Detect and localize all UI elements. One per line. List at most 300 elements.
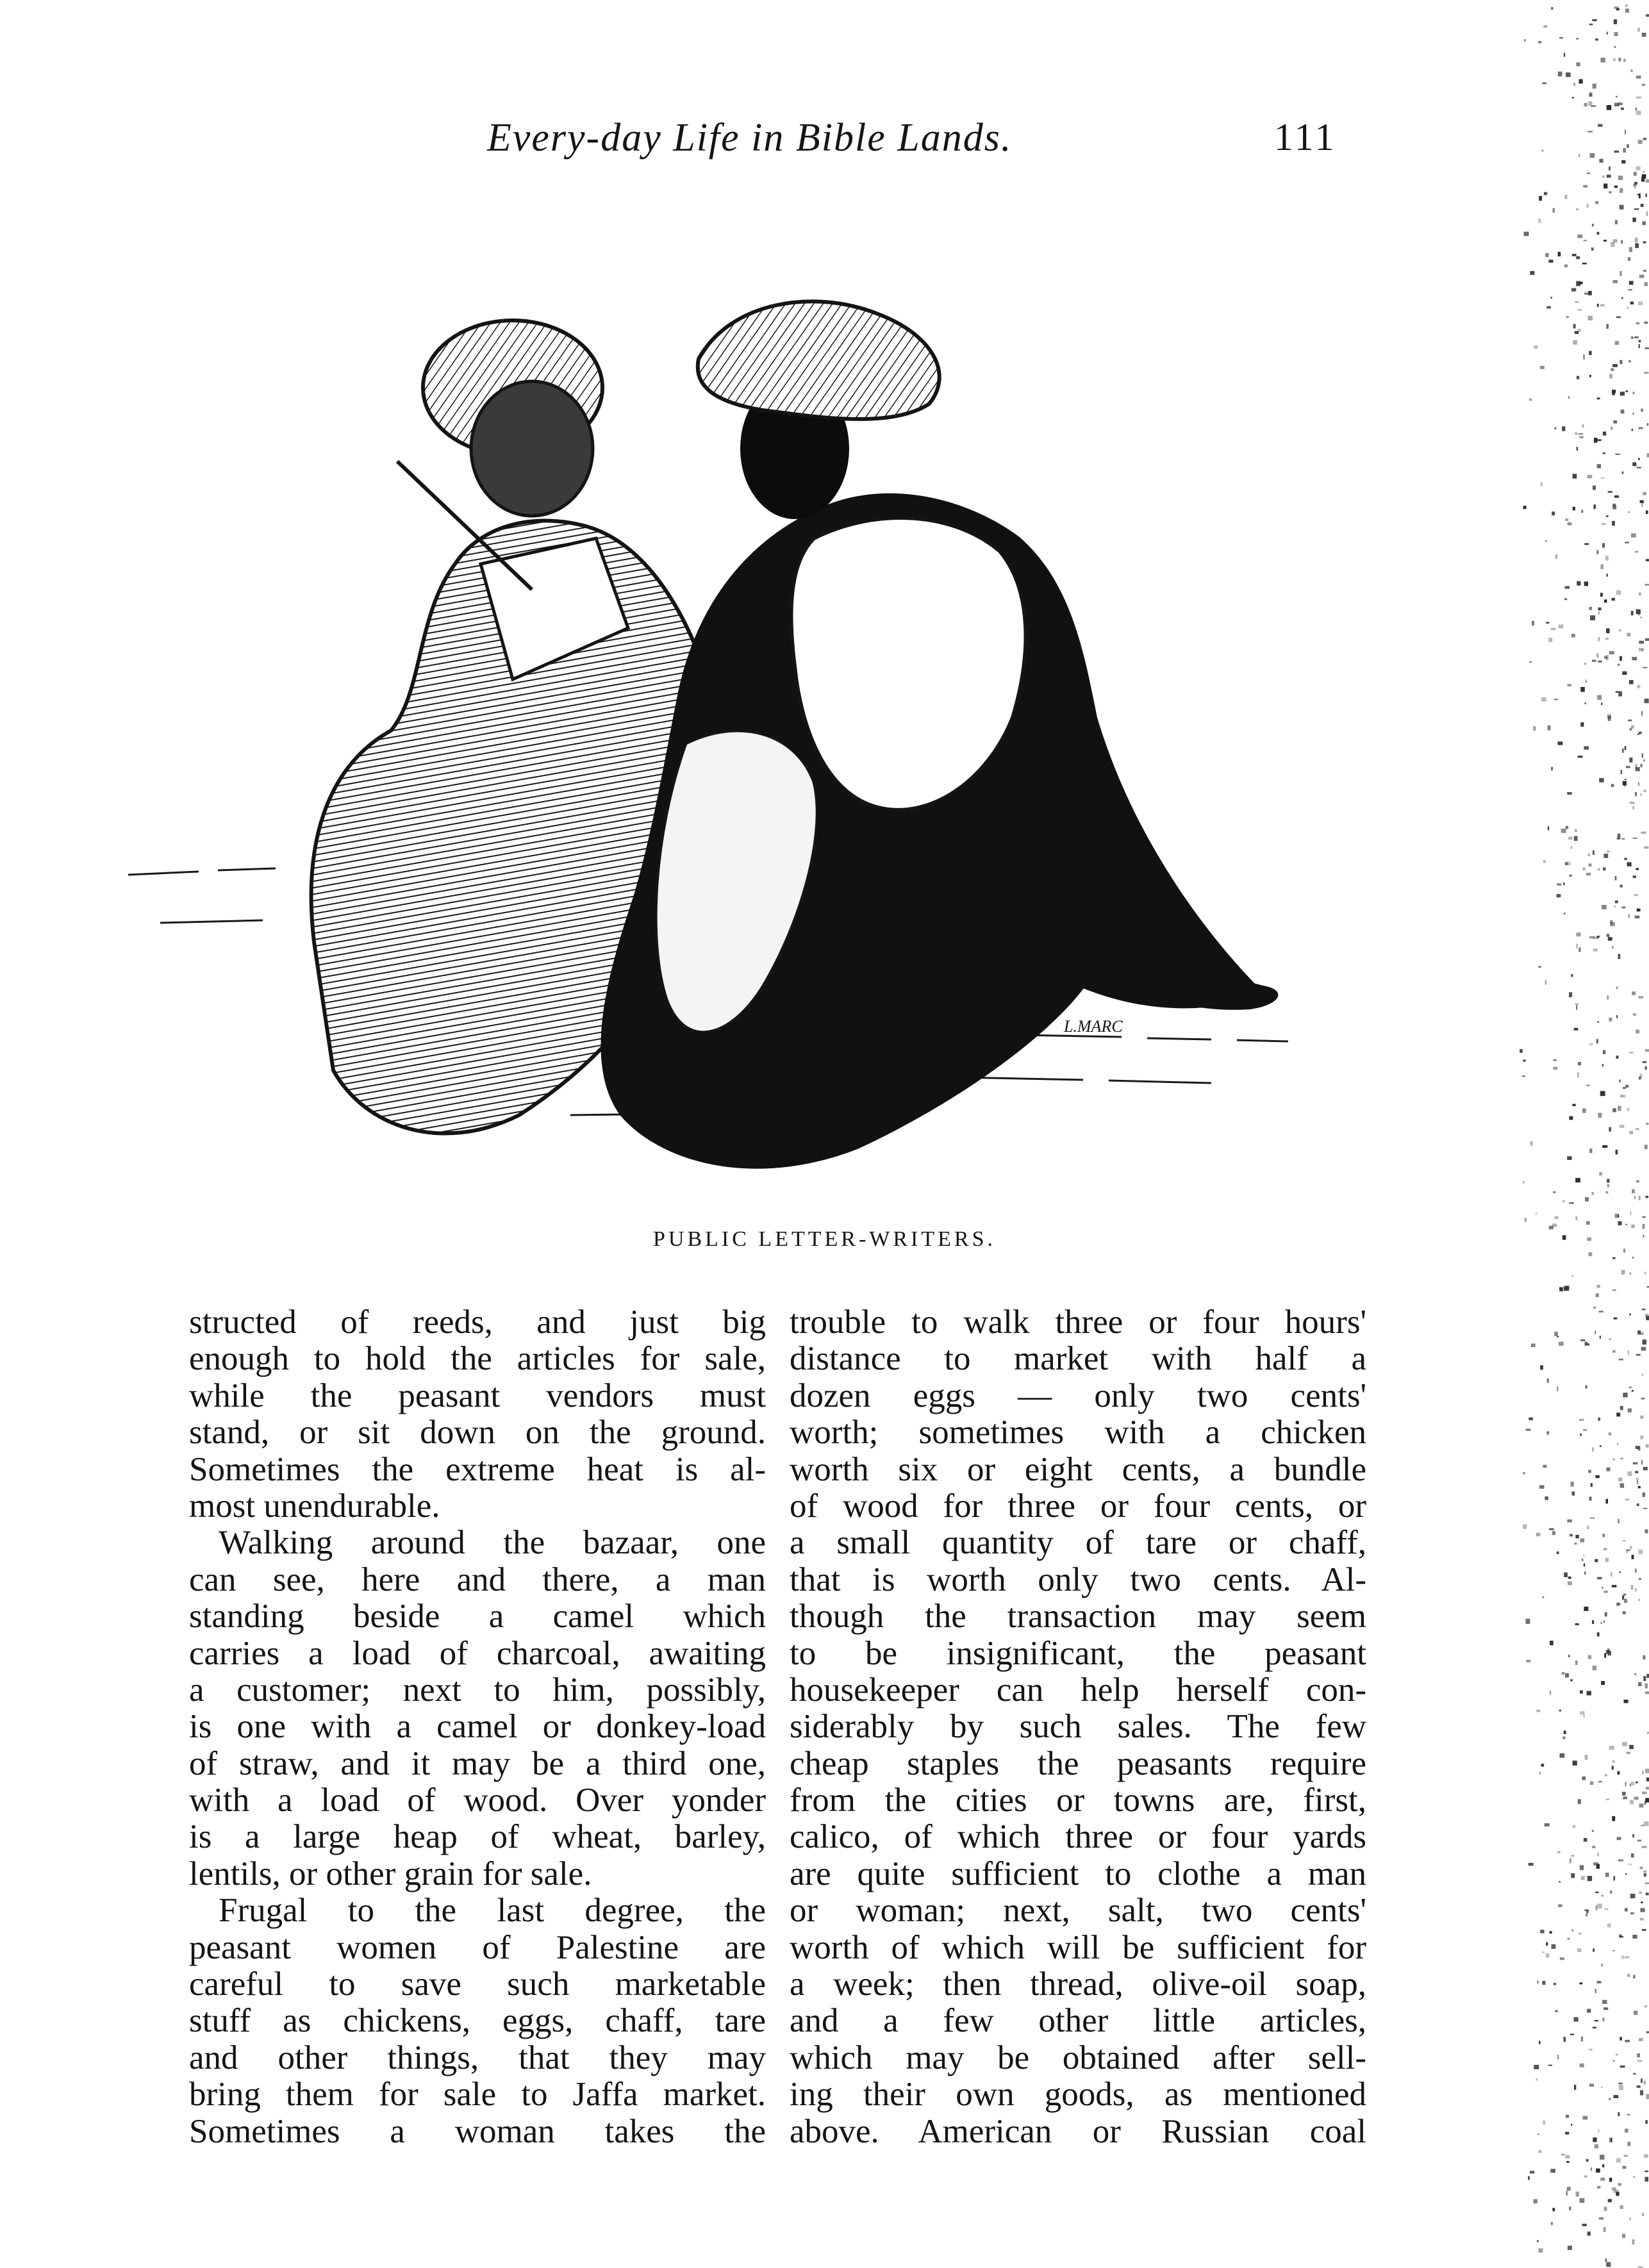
speckle-dot — [1593, 1666, 1596, 1670]
speckle-dot — [1545, 1823, 1550, 1826]
speckle-dot — [1589, 2083, 1594, 2087]
speckle-dot — [1580, 2064, 1584, 2067]
speckle-dot — [1614, 906, 1616, 907]
speckle-dot — [1599, 778, 1603, 782]
speckle-dot — [1570, 1858, 1571, 1864]
speckle-dot — [1602, 176, 1604, 178]
speckle-dot — [1646, 1892, 1649, 1895]
speckle-dot — [1622, 1742, 1627, 1746]
speckle-dot — [1641, 832, 1646, 834]
speckle-dot — [1551, 2222, 1553, 2225]
speckle-dot — [1577, 376, 1579, 379]
speckle-dot — [1633, 806, 1634, 809]
speckle-dot — [1542, 1951, 1545, 1953]
speckle-dot — [1582, 1559, 1583, 1562]
speckle-dot — [1593, 504, 1596, 509]
speckle-dot — [1588, 316, 1593, 320]
text-line: standing beside a camel which — [189, 1598, 766, 1635]
speckle-dot — [1571, 1855, 1575, 1857]
speckle-dot — [1644, 282, 1648, 286]
speckle-dot — [1562, 1672, 1565, 1675]
speckle-dot — [1605, 1612, 1607, 1617]
speckle-dot — [1634, 2176, 1635, 2178]
speckle-dot — [1642, 174, 1646, 179]
speckle-dot — [1585, 1755, 1588, 1760]
speckle-dot — [1581, 2037, 1583, 2042]
speckle-dot — [1569, 1202, 1574, 1204]
speckle-dot — [1586, 1386, 1587, 1389]
speckle-dot — [1539, 1772, 1541, 1775]
speckle-dot — [1580, 687, 1585, 692]
speckle-dot — [1606, 324, 1609, 329]
speckle-dot — [1590, 153, 1595, 158]
speckle-dot — [1646, 2032, 1649, 2033]
speckle-dot — [1629, 360, 1631, 362]
speckle-dot — [1636, 609, 1641, 615]
speckle-dot — [1576, 2192, 1579, 2197]
speckle-dot — [1635, 244, 1639, 249]
text-line: peasant women of Palestine are — [189, 1928, 766, 1966]
speckle-dot — [1627, 1471, 1632, 1476]
speckle-dot — [1645, 1769, 1649, 1773]
speckle-dot — [1600, 1091, 1605, 1096]
speckle-dot — [1528, 2176, 1530, 2180]
speckle-dot — [1646, 1674, 1649, 1678]
speckle-dot — [1607, 1648, 1610, 1652]
speckle-dot — [1606, 1191, 1609, 1193]
speckle-dot — [1537, 2240, 1539, 2242]
text-line: of straw, and it may be a third one, — [189, 1744, 766, 1782]
speckle-dot — [1607, 715, 1611, 718]
speckle-dot — [1598, 1113, 1602, 1118]
speckle-dot — [1601, 477, 1605, 479]
speckle-dot — [1639, 731, 1642, 734]
speckle-dot — [1625, 746, 1627, 750]
speckle-dot — [1564, 1573, 1568, 1577]
text-line: though the transaction may seem — [790, 1598, 1366, 1635]
speckle-dot — [1609, 1746, 1614, 1750]
speckle-dot — [1597, 464, 1601, 468]
speckle-dot — [1632, 1834, 1634, 1838]
speckle-dot — [1612, 1585, 1617, 1587]
speckle-dot — [1620, 1406, 1623, 1410]
speckle-dot — [1560, 1957, 1564, 1960]
speckle-dot — [1612, 280, 1618, 283]
speckle-dot — [1577, 1948, 1582, 1952]
speckle-dot — [1526, 1660, 1530, 1662]
speckle-dot — [1577, 235, 1582, 238]
speckle-dot — [1623, 1249, 1625, 1253]
speckle-dot — [1618, 1221, 1622, 1226]
speckle-dot — [1588, 1470, 1591, 1473]
speckle-dot — [1643, 270, 1646, 272]
speckle-dot — [1613, 58, 1616, 61]
speckle-dot — [1587, 1691, 1591, 1696]
speckle-dot — [1630, 70, 1633, 72]
speckle-dot — [1624, 1599, 1627, 1603]
speckle-dot — [1632, 2239, 1635, 2244]
speckle-dot — [1563, 2037, 1566, 2042]
speckle-dot — [1625, 9, 1629, 13]
speckle-dot — [1632, 657, 1637, 660]
speckle-dot — [1589, 1496, 1592, 1500]
speckle-dot — [1596, 551, 1598, 554]
speckle-dot — [1557, 1336, 1559, 1337]
speckle-dot — [1587, 1876, 1592, 1881]
speckle-dot — [1643, 1655, 1645, 1660]
speckle-dot — [1640, 1867, 1643, 1869]
speckle-dot — [1616, 96, 1618, 97]
speckle-dot — [1639, 641, 1644, 644]
speckle-dot — [1587, 2231, 1591, 2235]
speckle-dot — [1613, 1876, 1615, 1880]
speckle-dot — [1565, 2132, 1569, 2135]
speckle-dot — [1627, 1752, 1631, 1754]
speckle-dot — [1638, 140, 1643, 144]
speckle-dot — [1526, 1428, 1531, 1431]
speckle-dot — [1638, 996, 1643, 998]
speckle-dot — [1639, 275, 1645, 278]
speckle-dot — [1573, 83, 1575, 87]
speckle-dot — [1646, 511, 1648, 515]
speckle-dot — [1606, 629, 1609, 634]
speckle-dot — [1647, 453, 1649, 457]
speckle-dot — [1584, 1607, 1588, 1611]
speckle-dot — [1640, 1908, 1645, 1912]
speckle-dot — [1614, 32, 1618, 36]
speckle-dot — [1565, 518, 1568, 521]
speckle-dot — [1573, 340, 1577, 345]
speckle-dot — [1646, 14, 1649, 17]
speckle-dot — [1542, 1981, 1545, 1985]
speckle-dot — [1597, 2186, 1600, 2189]
speckle-dot — [1598, 608, 1601, 611]
text-line: Sometimes the extreme heat is al- — [189, 1450, 766, 1488]
speckle-dot — [1538, 2150, 1541, 2153]
speckle-dot — [1574, 1543, 1577, 1545]
speckle-dot — [1550, 1931, 1552, 1933]
speckle-dot — [1555, 554, 1558, 559]
speckle-dot — [1621, 108, 1624, 110]
speckle-dot — [1571, 1873, 1575, 1878]
speckle-dot — [1579, 436, 1584, 438]
speckle-dot — [1573, 324, 1576, 329]
speckle-dot — [1645, 1801, 1646, 1805]
speckle-dot — [1646, 1123, 1648, 1125]
speckle-dot — [1574, 2017, 1579, 2022]
speckle-dot — [1615, 220, 1618, 225]
speckle-dot — [1623, 1796, 1627, 1799]
speckle-dot — [1603, 1050, 1605, 1054]
speckle-dot — [1609, 374, 1612, 379]
speckle-dot — [1586, 679, 1587, 683]
text-line: ing their own goods, as mentioned — [790, 2076, 1366, 2114]
speckle-dot — [1595, 1331, 1596, 1334]
speckle-dot — [1611, 368, 1614, 371]
speckle-dot — [1628, 257, 1630, 261]
listener-turban — [698, 301, 940, 419]
speckle-dot — [1609, 1432, 1611, 1435]
speckle-dot — [1566, 2115, 1569, 2118]
speckle-dot — [1573, 1825, 1576, 1828]
speckle-dot — [1574, 1028, 1579, 1031]
speckle-dot — [1598, 1418, 1600, 1421]
speckle-dot — [1618, 2083, 1622, 2085]
speckle-dot — [1569, 2206, 1571, 2210]
speckle-dot — [1644, 2081, 1646, 2085]
speckle-dot — [1586, 1221, 1590, 1225]
speckle-dot — [1629, 1387, 1632, 1389]
speckle-dot — [1629, 680, 1634, 684]
speckle-dot — [1641, 204, 1644, 207]
speckle-dot — [1536, 2078, 1537, 2081]
speckle-dot — [1579, 948, 1580, 952]
speckle-dot — [1640, 1918, 1644, 1921]
speckle-dot — [1575, 1216, 1577, 1220]
speckle-dot — [1587, 131, 1593, 132]
speckle-dot — [1616, 691, 1620, 693]
speckle-dot — [1643, 1235, 1644, 1238]
text-line: above. American or Russian coal — [790, 2112, 1366, 2150]
speckle-dot — [1597, 1853, 1599, 1856]
speckle-dot — [1633, 2073, 1636, 2075]
speckle-dot — [1593, 948, 1598, 952]
speckle-dot — [1643, 1870, 1646, 1873]
speckle-dot — [1644, 372, 1648, 374]
speckle-dot — [1568, 837, 1573, 840]
speckle-dot — [1602, 1587, 1603, 1589]
speckle-dot — [1607, 175, 1611, 178]
speckle-dot — [1627, 633, 1630, 637]
speckle-dot — [1529, 1418, 1533, 1420]
speckle-dot — [1614, 19, 1617, 24]
speckle-dot — [1573, 1760, 1577, 1766]
speckle-dot — [1647, 423, 1648, 426]
speckle-dot — [1602, 2164, 1604, 2167]
speckle-dot — [1614, 6, 1618, 9]
text-line: lentils, or other grain for sale. — [189, 1855, 592, 1892]
speckle-dot — [1615, 341, 1619, 345]
speckle-dot — [1609, 651, 1614, 654]
speckle-dot — [1597, 304, 1599, 307]
speckle-dot — [1603, 2227, 1606, 2232]
text-line: Sometimes a woman takes the — [189, 2112, 766, 2150]
speckle-dot — [1608, 2199, 1612, 2202]
speckle-dot — [1570, 1534, 1573, 1537]
speckle-dot — [1537, 1710, 1541, 1712]
speckle-dot — [1523, 1472, 1525, 1475]
speckle-dot — [1635, 551, 1639, 553]
speckle-dot — [1545, 980, 1546, 985]
scan-edge-speckle — [1493, 0, 1649, 2268]
speckle-dot — [1602, 543, 1605, 548]
speckle-dot — [1616, 1015, 1618, 1018]
speckle-dot — [1588, 1655, 1592, 1659]
speckle-dot — [1637, 2053, 1640, 2057]
speckle-dot — [1595, 2020, 1598, 2021]
speckle-dot — [1622, 1595, 1624, 1600]
speckle-dot — [1619, 1080, 1621, 1082]
speckle-dot — [1602, 1964, 1603, 1967]
speckle-dot — [1632, 1257, 1634, 1259]
speckle-dot — [1618, 834, 1621, 838]
speckle-dot — [1580, 1339, 1585, 1341]
speckle-dot — [1634, 208, 1639, 210]
speckle-dot — [1613, 420, 1617, 424]
speckle-dot — [1616, 1055, 1619, 1059]
speckle-dot — [1598, 611, 1600, 615]
speckle-dot — [1636, 322, 1640, 324]
speckle-dot — [1584, 2175, 1588, 2178]
text-line: stuff as chickens, eggs, chaff, tare — [189, 2002, 766, 2040]
speckle-dot — [1630, 1272, 1631, 1275]
speckle-dot — [1620, 1125, 1624, 1128]
speckle-dot — [1566, 2191, 1568, 2196]
speckle-dot — [1564, 1731, 1566, 1734]
speckle-dot — [1559, 1881, 1561, 1882]
speckle-dot — [1595, 38, 1598, 40]
speckle-dot — [1645, 2005, 1647, 2007]
speckle-dot — [1566, 317, 1569, 319]
speckle-dot — [1634, 1797, 1638, 1800]
speckle-dot — [1639, 592, 1641, 595]
speckle-dot — [1612, 521, 1615, 526]
speckle-dot — [1584, 663, 1586, 665]
speckle-dot — [1574, 2085, 1576, 2090]
speckle-dot — [1547, 1378, 1549, 1383]
speckle-dot — [1641, 2078, 1643, 2083]
speckle-dot — [1643, 1224, 1645, 1229]
speckle-dot — [1609, 1127, 1611, 1132]
speckle-dot — [1595, 1892, 1599, 1893]
speckle-dot — [1544, 192, 1547, 195]
speckle-dot — [1580, 1691, 1583, 1694]
speckle-dot — [1627, 1974, 1630, 1977]
speckle-dot — [1622, 749, 1624, 753]
speckle-dot — [1554, 1067, 1557, 1070]
speckle-dot — [1638, 1486, 1641, 1489]
speckle-dot — [1603, 183, 1607, 188]
speckle-dot — [1602, 905, 1607, 909]
speckle-dot — [1583, 1555, 1584, 1557]
speckle-dot — [1598, 661, 1602, 663]
speckle-dot — [1645, 584, 1649, 585]
speckle-dot — [1625, 1873, 1627, 1875]
speckle-dot — [1640, 793, 1642, 796]
speckle-dot — [1633, 1975, 1635, 1978]
speckle-dot — [1618, 1859, 1623, 1861]
speckle-dot — [1614, 186, 1618, 188]
speckle-dot — [1584, 543, 1589, 545]
speckle-dot — [1589, 24, 1593, 26]
speckle-dot — [1632, 218, 1636, 222]
speckle-dot — [1637, 685, 1640, 688]
speckle-dot — [1620, 392, 1625, 395]
figure-caption: PUBLIC LETTER-WRITERS. — [653, 1227, 996, 1251]
speckle-dot — [1641, 502, 1644, 507]
speckle-dot — [1565, 1673, 1569, 1678]
speckle-dot — [1524, 232, 1529, 236]
speckle-dot — [1526, 1619, 1530, 1624]
speckle-dot — [1601, 1681, 1605, 1685]
speckle-dot — [1580, 1711, 1585, 1714]
speckle-dot — [1628, 1350, 1629, 1355]
speckle-dot — [1637, 1503, 1639, 1506]
speckle-dot — [1586, 2159, 1589, 2162]
text-line: worth of which will be sufficient for — [790, 1928, 1366, 1966]
speckle-dot — [1642, 1216, 1645, 1218]
speckle-dot — [1630, 802, 1635, 804]
text-line: a week; then thread, olive-oil soap, — [790, 1966, 1366, 2003]
speckle-dot — [1630, 1546, 1631, 1549]
speckle-dot — [1599, 1172, 1602, 1175]
speckle-dot — [1575, 1623, 1579, 1625]
speckle-dot — [1571, 974, 1573, 977]
speckle-dot — [1609, 1018, 1612, 1022]
speckle-dot — [1598, 637, 1600, 641]
speckle-dot — [1630, 302, 1634, 305]
speckle-dot — [1608, 491, 1612, 493]
speckle-dot — [1636, 767, 1640, 771]
speckle-dot — [1549, 1528, 1554, 1530]
text-line: and other things, that they may — [189, 2039, 766, 2076]
speckle-dot — [1618, 1519, 1620, 1523]
speckle-dot — [1591, 2167, 1592, 2171]
speckle-dot — [1633, 392, 1635, 394]
speckle-dot — [1579, 433, 1583, 435]
speckle-dot — [1621, 770, 1623, 774]
speckle-dot — [1600, 1622, 1602, 1624]
speckle-dot — [1603, 1548, 1607, 1550]
speckle-dot — [1597, 1577, 1602, 1580]
speckle-dot — [1639, 344, 1640, 348]
speckle-dot — [1637, 734, 1639, 735]
speckle-dot — [1548, 827, 1549, 831]
speckle-dot — [1644, 847, 1648, 849]
speckle-dot — [1566, 862, 1570, 866]
speckle-dot — [1630, 2218, 1631, 2221]
speckle-dot — [1545, 540, 1547, 542]
speckle-dot — [1603, 1620, 1605, 1623]
speckle-dot — [1579, 154, 1580, 158]
speckle-dot — [1640, 2090, 1643, 2096]
speckle-dot — [1612, 1350, 1616, 1353]
speckle-dot — [1625, 390, 1628, 392]
speckle-dot — [1595, 1475, 1599, 1478]
speckle-dot — [1632, 429, 1633, 431]
speckle-dot — [1580, 1982, 1583, 1984]
speckle-dot — [1584, 746, 1589, 749]
speckle-dot — [1646, 1316, 1649, 1320]
speckle-dot — [1633, 875, 1636, 878]
speckle-dot — [1601, 2087, 1602, 2088]
text-line: calico, of which three or four yards — [790, 1818, 1366, 1856]
speckle-dot — [1566, 72, 1571, 77]
speckle-dot — [1538, 219, 1541, 223]
speckle-dot — [1525, 1218, 1527, 1221]
text-line: careful to save such marketable — [189, 1966, 766, 2003]
speckle-dot — [1602, 1534, 1605, 1537]
speckle-dot — [1579, 1419, 1584, 1421]
speckle-dot — [1550, 297, 1552, 299]
speckle-dot — [1639, 2038, 1643, 2041]
speckle-dot — [1576, 1005, 1577, 1010]
speckle-dot — [1639, 1892, 1642, 1894]
speckle-dot — [1570, 2033, 1575, 2035]
speckle-dot — [1578, 756, 1583, 757]
speckle-dot — [1621, 838, 1625, 840]
speckle-dot — [1645, 2177, 1649, 2181]
